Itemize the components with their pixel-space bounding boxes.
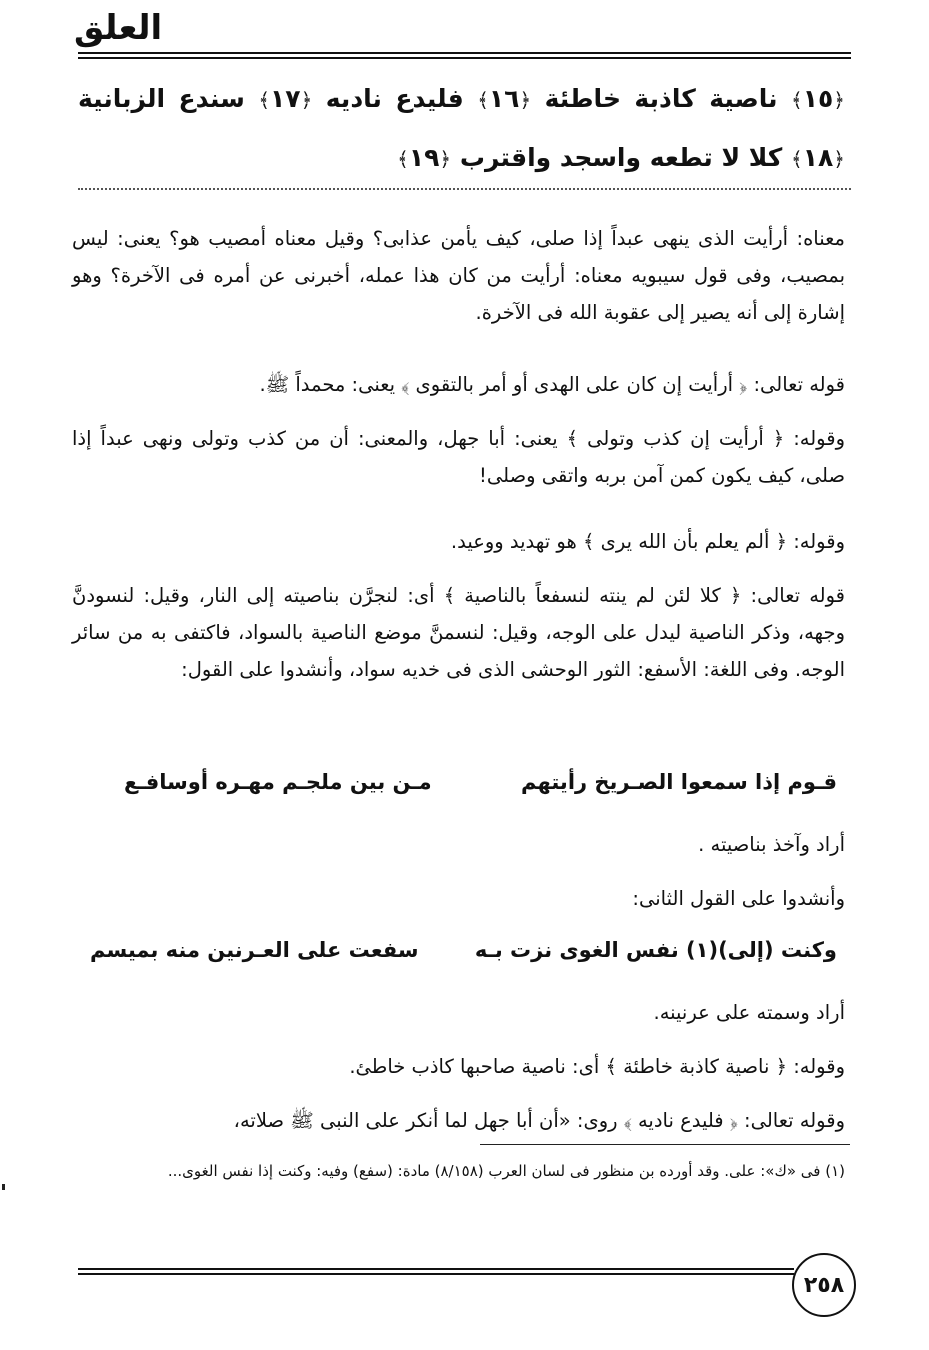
paragraph: وقوله تعالى: ﴿ فليدع ناديه ﴾ روى: «أن أبا جهل لما أنكر على النبى ﷺ صلاته، xyxy=(233,1109,845,1132)
paragraph: وقوله: ﴿ ألم يعلم بأن الله يرى ﴾ هو تهديد ووعيد. xyxy=(450,530,845,553)
verse-marker-icon: ﴿ xyxy=(833,88,845,112)
paragraph: أراد وآخذ بناصيته . xyxy=(698,833,845,856)
page-number: ٢٥٨ xyxy=(792,1253,856,1317)
verse-number: ١٩ xyxy=(408,143,440,172)
scan-mark xyxy=(2,1184,5,1190)
verse-number: ١٨ xyxy=(802,143,834,172)
paragraph: قوله تعالى: ﴿ كلا لئن لم ينته لنسفعاً بالناصية ﴾ أى: لنجرَّن بناصيته إلى النار، وقيل: لنسودنَّ وجهه، وذكر الناصية ليدل على الوجه، وقيل: لنسمنَّ موضع الناصية بالسواد، فاكتفى به من سائر الوجه. وفى اللغة: الأسفع: الثور الوحشى الذى فى خديه سواد، وأنشدوا على القول: xyxy=(72,584,845,681)
paragraph: قوله تعالى: ﴿ أرأيت إن كان على الهدى أو أمر بالتقوى ﴾ يعنى: محمداً ﷺ. xyxy=(259,373,845,396)
bottom-rule-top xyxy=(78,1268,794,1270)
header-rule-top xyxy=(78,52,851,54)
verse-text: سندع الزبانية xyxy=(78,84,245,113)
dotted-separator xyxy=(78,188,851,190)
verse-text: فليدع ناديه xyxy=(325,84,464,113)
hemistich-left: سفعت على العـرنين منه بميسم xyxy=(90,938,419,962)
bottom-rule-bottom xyxy=(78,1273,794,1275)
verse-text: كلا لا تطعه واسجد واقترب xyxy=(459,143,783,172)
verse-number: ١٥ xyxy=(802,84,834,113)
verse-number: ١٦ xyxy=(488,84,520,113)
quran-verses: ﴿١٥﴾ ناصية كاذبة خاطئة ﴿١٦﴾ فليدع ناديه ﴿١٧﴾ سندع الزبانية ﴿١٨﴾ كلا لا تطعه واسجد واقترب ﴿١٩﴾ xyxy=(78,84,845,172)
paragraph: معناه: أرأيت الذى ينهى عبداً إذا صلى، كيف يأمن عذابى؟ وقيل معناه أمصيب هو؟ يعنى: ليس بمصيب، وفى قول سيبويه معناه: أرأيت من كان هذا عمله، أخبرنى عن أمره فى الآخرة؟ وهو إشارة إلى أنه يصير إلى عقوبة الله فى الآخرة. xyxy=(72,227,845,324)
verse-text: ناصية كاذبة خاطئة xyxy=(544,84,778,113)
hemistich-left: مـن بين ملجـم مهـره أوسافـع xyxy=(124,770,432,794)
header-rule-bottom xyxy=(78,57,851,59)
footnote: (١) فى «ك»: على. وقد أورده بن منظور فى لسان العرب (٨/١٥٨) مادة: (سفع) وفيه: وكنت إذا نفس الغوى... xyxy=(167,1162,845,1180)
verse-marker-icon: ﴿ xyxy=(439,147,452,171)
paragraph: وقوله: ﴿ أرأيت إن كذب وتولى ﴾ يعنى: أبا جهل، والمعنى: أن من كذب وتولى ونهى عبداً إذا صلى، كيف يكون كمن آمن بربه واتقى وصلى! xyxy=(72,427,845,487)
footnote-rule xyxy=(480,1144,850,1145)
verse-marker-icon: ﴿ xyxy=(833,147,845,171)
paragraph: وأنشدوا على القول الثانى: xyxy=(632,887,845,910)
verse-number: ١٧ xyxy=(270,84,301,113)
paragraph: أراد وسمته على عرنينه. xyxy=(653,1001,845,1024)
paragraph: وقوله: ﴿ ناصية كاذبة خاطئة ﴾ أى: ناصية صاحبها كاذب خاطئ. xyxy=(349,1055,845,1078)
verse-marker-icon: ﴿ xyxy=(519,88,532,112)
verse-marker-icon: ﴿ xyxy=(300,88,313,112)
hemistich-right: وكنت (إلى)(١) نفس الغوى نزت بـه xyxy=(474,938,837,962)
hemistich-right: قـوم إذا سمعوا الصـريخ رأيتهم xyxy=(521,770,837,794)
surah-title: العلق xyxy=(74,8,163,48)
